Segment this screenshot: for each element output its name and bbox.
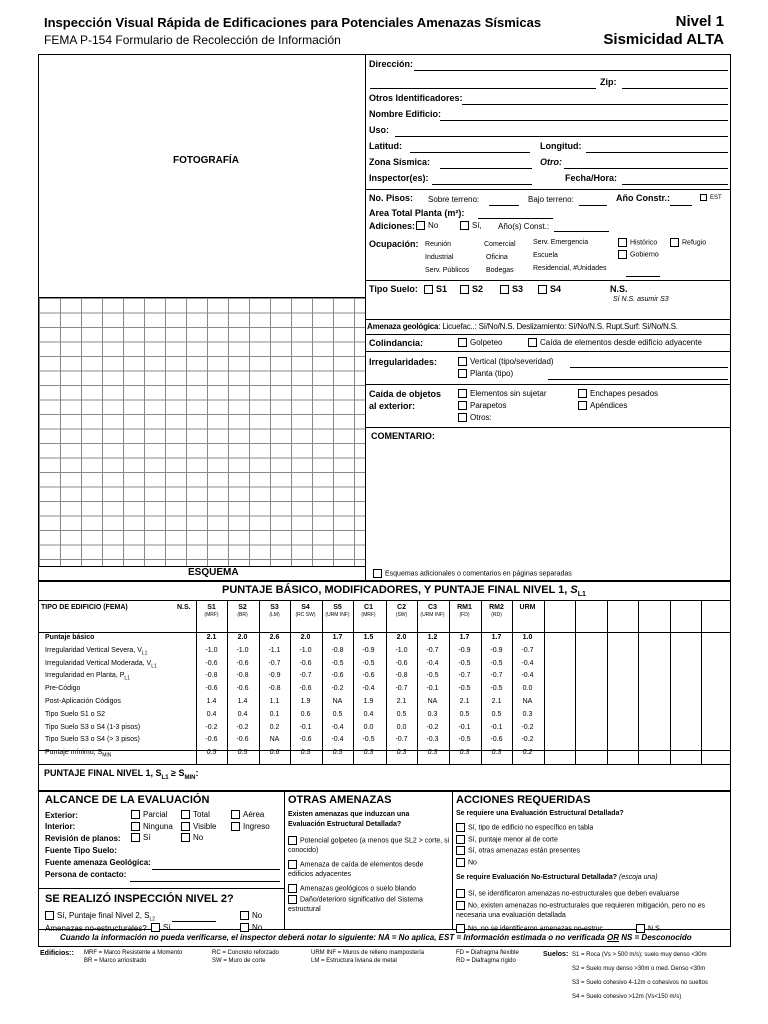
acc2-si[interactable]: Sí, se identificaron amenazas no-estructurales que deben evaluarse [456, 889, 679, 898]
alcance-title: ALCANCE DE LA EVALUACIÓN [45, 794, 210, 806]
nivel2-no[interactable]: No [240, 911, 262, 920]
score-cell[interactable]: -0.2 [331, 685, 344, 693]
interior-ninguna[interactable]: Ninguna [131, 822, 173, 831]
bajo-field[interactable] [579, 205, 607, 206]
score-cell[interactable]: 1.7 [459, 634, 470, 641]
otros-id-field[interactable] [462, 104, 728, 105]
nivel2-title: SE REALIZÓ INSPECCIÓN NIVEL 2? [45, 893, 234, 905]
col-header-c1: C1 (MRF) [361, 604, 376, 618]
score-row-label: Puntaje mínimo, $S_{MIN}$ [45, 749, 112, 759]
score-cell[interactable]: -0.9 [362, 646, 375, 654]
score-cell[interactable]: 0.5 [237, 749, 248, 757]
col-header-rm1: RM1 (FD) [457, 604, 472, 618]
score-cell[interactable]: 0.5 [396, 710, 407, 718]
score-cell[interactable]: -0.5 [362, 736, 375, 744]
score-cell[interactable]: -0.7 [395, 685, 408, 693]
direccion-field-2[interactable] [370, 88, 596, 89]
score-cell[interactable]: 1.5 [363, 634, 374, 641]
col-header-s4: S4 (RC SW) [295, 604, 316, 618]
score-cell[interactable]: -0.7 [521, 646, 534, 654]
zip-field[interactable] [622, 88, 728, 89]
score-row-label: Tipo Suelo S3 o S4 (> 3 pisos) [45, 736, 140, 744]
legend-s3: S3 = Suelo cohesivo 4-12m o cohesivos no sueltos [572, 980, 708, 986]
inspector-label: Inspector(es): [369, 173, 429, 183]
score-cell[interactable]: 0.0 [522, 685, 533, 693]
bajo-label: Bajo terreno: [528, 195, 574, 204]
adiciones-no[interactable]: No [416, 221, 438, 230]
amenazas-si[interactable]: Sí [151, 923, 171, 932]
score-cell[interactable]: 2.1 [206, 634, 217, 641]
longitud-field[interactable] [586, 152, 728, 153]
score-cell[interactable]: 1.7 [332, 634, 343, 641]
score-cell[interactable]: -0.7 [299, 672, 312, 680]
score-cell[interactable]: -1.0 [299, 646, 312, 654]
score-row-label: Post-Aplicación Códigos [45, 698, 121, 705]
score-cell[interactable]: 0.6 [300, 710, 311, 718]
score-cell[interactable]: -0.7 [458, 672, 471, 680]
score-cell[interactable]: -0.6 [395, 659, 408, 667]
acc-no[interactable]: No [456, 858, 477, 867]
score-cell[interactable]: -0.4 [331, 723, 344, 731]
zona-label: Zona Sísmica: [369, 157, 431, 167]
acciones-title: ACCIONES REQUERIDAS [456, 794, 591, 806]
score-cell[interactable]: 0.5 [332, 749, 343, 757]
sobre-label: Sobre terreno: [428, 195, 480, 204]
score-row-label: Tipo Suelo S1 o S2 [45, 710, 106, 718]
otras-title: OTRAS AMENAZAS [288, 794, 392, 806]
esquemas-adicionales[interactable]: Esquemas adicionales o comentarios en páginas separadas [373, 569, 572, 578]
score-cell[interactable]: 0.2 [522, 749, 533, 757]
score-title: PUNTAJE BÁSICO, MODIFICADORES, Y PUNTAJE FINAL NIVEL 1, $S_{L1}$ [222, 584, 586, 599]
ocup-industrial[interactable]: Industrial [425, 254, 454, 261]
score-cell[interactable]: 0.3 [396, 749, 407, 757]
score-cell[interactable]: 1.2 [427, 634, 438, 641]
irreg-planta-field[interactable] [548, 379, 728, 380]
score-cell[interactable]: 0.5 [459, 710, 470, 718]
fecha-field[interactable] [622, 184, 728, 185]
ocup-historico[interactable]: Histórico [618, 238, 657, 247]
area-field[interactable] [478, 218, 553, 219]
comentario-label: COMENTARIO: [371, 431, 435, 441]
score-cell[interactable]: -0.5 [426, 672, 439, 680]
score-cell[interactable]: -0.8 [395, 672, 408, 680]
score-cell[interactable]: -0.9 [490, 646, 503, 654]
score-cell[interactable]: -0.2 [521, 723, 534, 731]
col-header-c2: C2 (SW) [395, 604, 408, 618]
score-row-label: Irregularidad Vertical Moderada, $V_{L1}$ [45, 659, 157, 669]
legend-s4: S4 = Suelo cohesivo >12m (Vs<150 m/s) [572, 994, 682, 1000]
score-cell[interactable]: 0.3 [427, 749, 438, 757]
exterior-total[interactable]: Total [181, 810, 210, 819]
score-cell[interactable]: -0.4 [521, 672, 534, 680]
score-cell[interactable]: 0.2 [269, 723, 280, 731]
score-cell[interactable]: -0.6 [362, 672, 375, 680]
score-cell[interactable]: 2.0 [300, 634, 311, 641]
score-cell[interactable]: -0.8 [236, 672, 249, 680]
legend-s2: S2 = Suelo muy denso >30m o med. Denso <30m [572, 966, 706, 972]
score-cell[interactable]: NA [522, 698, 533, 705]
score-cell[interactable]: 2.1 [459, 698, 470, 705]
score-cell[interactable]: 1.7 [491, 634, 502, 641]
score-cell[interactable]: NA [427, 698, 438, 705]
score-cell[interactable]: 2.0 [237, 634, 248, 641]
ocup-bodegas[interactable]: Bodegas [486, 267, 514, 274]
score-cell[interactable]: -0.8 [331, 646, 344, 654]
acc-si-puntaje[interactable]: Sí, puntaje menor al de corte [456, 835, 558, 844]
score-cell[interactable]: -0.9 [268, 672, 281, 680]
interior-label: Interior: [45, 822, 76, 831]
irregularidades-label: Irregularidades: [369, 357, 438, 367]
legend-s1: S1 = Roca (Vs > 500 m/s); suelo muy denso <30m [572, 952, 707, 958]
score-cell[interactable]: -0.6 [205, 736, 218, 744]
score-cell[interactable]: 2.0 [396, 634, 407, 641]
score-row-label: Irregularidad en Planta, $P_{L1}$ [45, 672, 130, 682]
legend-rd: RD = Diafragma rígido [456, 958, 516, 964]
ocup-reunion[interactable]: Reunión [425, 241, 452, 248]
ocup-refugio[interactable]: Refugio [670, 238, 706, 247]
acc2-ns[interactable]: N.S. [636, 924, 662, 933]
otras-caida[interactable]: Amenaza de caída de elementos desde edificios adyacentes [288, 861, 424, 879]
col-header-c3: C3 (URM INF) [420, 604, 445, 618]
score-cell[interactable]: 0.5 [300, 749, 311, 757]
caida-apendices[interactable]: Apéndices [578, 401, 627, 410]
suelo-s2[interactable]: S2 [460, 284, 483, 294]
score-cell[interactable]: 0.3 [491, 749, 502, 757]
uso-field[interactable] [395, 136, 728, 137]
interior-visible[interactable]: Visible [181, 822, 216, 831]
score-cell[interactable]: 1.4 [206, 698, 217, 705]
score-cell[interactable]: -0.6 [299, 736, 312, 744]
score-cell[interactable]: NA [332, 698, 343, 705]
ocupacion-label: Ocupación: [369, 239, 419, 249]
footer-note: Cuando la información no pueda verificarse, el inspector deberá notar lo siguiente: NA = No aplica, EST = Información estimada o no verificada OR NS = Desconocido [60, 933, 692, 942]
uso-label: Uso: [369, 125, 389, 135]
score-cell[interactable]: -0.6 [331, 672, 344, 680]
score-cell[interactable]: 0.3 [427, 710, 438, 718]
sketch-label: ESQUEMA [188, 567, 239, 578]
score-cell[interactable]: -0.3 [426, 736, 439, 744]
ocup-serv-publicos[interactable]: Serv. Públicos [425, 267, 470, 274]
amenazas-no[interactable]: No [240, 923, 262, 932]
score-cell[interactable]: -0.4 [362, 685, 375, 693]
score-cell[interactable]: 1.0 [522, 634, 533, 641]
caida-otros[interactable]: Otros: [458, 413, 492, 422]
form-subtitle: FEMA P-154 Formulario de Recolección de Información [44, 33, 341, 47]
nombre-label: Nombre Edificio: [369, 109, 442, 119]
irreg-vertical-field[interactable] [570, 367, 728, 368]
acciones-q2: Se require Evaluación No-Estructural Detallada? (escoja una) [456, 874, 658, 881]
caida-obj-label: Caída de objetos [369, 389, 442, 399]
nivel2-puntaje-field[interactable] [172, 921, 216, 922]
score-cell[interactable]: -0.2 [521, 736, 534, 744]
suelo-s3[interactable]: S3 [500, 284, 523, 294]
caida-sin-sujetar[interactable]: Elementos sin sujetar [458, 389, 546, 398]
score-cell[interactable]: 0.4 [206, 710, 217, 718]
score-cell[interactable]: NA [269, 736, 280, 744]
score-cell[interactable]: 0.3 [363, 749, 374, 757]
otro-label: Otro: [540, 157, 562, 167]
score-cell[interactable]: -0.4 [331, 736, 344, 744]
score-cell[interactable]: 0.4 [237, 710, 248, 718]
score-cell[interactable]: 2.1 [491, 698, 502, 705]
photo-label: FOTOGRAFÍA [173, 155, 239, 166]
score-cell[interactable]: -0.4 [521, 659, 534, 667]
suelos-legend-label: Suelos: [543, 951, 569, 958]
legend-lm: LM = Estructura liviana de metal [311, 958, 397, 964]
score-cell[interactable]: 1.9 [300, 698, 311, 705]
caida-obj-label-2: al exterior: [369, 401, 416, 411]
acc2-no-identificaron[interactable]: No, no se identificaron amenazas no-estruc [456, 924, 603, 933]
latitud-field[interactable] [410, 152, 530, 153]
otras-golpeteo[interactable]: Potencial golpeteo (a menos que SL2 > corte, si conocido) [288, 837, 450, 855]
acciones-q1: Se requiere una Evaluación Estructural Detallada? [456, 810, 624, 817]
sobre-field[interactable] [489, 205, 519, 206]
fuente-amenaza-label: Fuente amenaza Geológica: [45, 858, 151, 867]
colindancia-label: Colindancia: [369, 338, 424, 348]
otras-question: Existen amenazas que induzcan una Evaluación Estructural Detallada? [288, 811, 410, 828]
col-header-urm: URM [519, 604, 536, 611]
acc-si-otras[interactable]: Sí, otras amenazas están presentes [456, 846, 580, 855]
est-checkbox[interactable]: EST [700, 194, 722, 201]
suelo-label: Tipo Suelo: [369, 284, 418, 294]
amenaza-geo: Amenaza geológica: Licuefac..: Sí/No/N.S. Deslizamiento: Sí/No/N.S. Rupt.Surf: Sí/No/N.S. [367, 322, 678, 331]
score-cell[interactable]: -0.9 [458, 646, 471, 654]
longitud-label: Longitud: [540, 141, 582, 151]
score-cell[interactable]: -0.5 [331, 659, 344, 667]
otros-id-label: Otros Identificadores: [369, 93, 463, 103]
suelo-note: Sí N.S. asumir S3 [613, 296, 669, 303]
anio-field[interactable] [670, 205, 692, 206]
score-cell[interactable]: -0.7 [490, 672, 503, 680]
fuente-amenaza-field[interactable] [152, 869, 280, 870]
col-header-rm2: RM2 (RD) [489, 604, 504, 618]
score-cell[interactable]: -1.0 [395, 646, 408, 654]
ocup-comercial[interactable]: Comercial [484, 241, 516, 248]
pisos-label: No. Pisos: [369, 193, 414, 203]
anios-const-field[interactable] [554, 231, 609, 232]
score-cell[interactable]: -0.6 [236, 736, 249, 744]
ns-label: N.S. [177, 604, 191, 611]
suelo-s1[interactable]: S1 [424, 284, 447, 294]
suelo-s4[interactable]: S4 [538, 284, 561, 294]
score-cell[interactable]: -0.2 [205, 723, 218, 731]
score-row-label: Puntaje básico [45, 634, 95, 641]
legend-urm: URM INF = Muros de relleno mampostería [311, 950, 425, 956]
score-cell[interactable]: -0.7 [395, 736, 408, 744]
score-cell[interactable]: 2.1 [396, 698, 407, 705]
score-cell[interactable]: -0.8 [268, 685, 281, 693]
level-label: Nivel 1 [675, 13, 724, 30]
score-cell[interactable]: -0.2 [236, 723, 249, 731]
score-cell[interactable]: -0.5 [490, 659, 503, 667]
acc2-no-mitigacion[interactable]: No, existen amenazas no-estructurales que requieren mitigación, pero no es necesaria una evaluación detallada [456, 902, 705, 920]
score-cell[interactable]: 2.6 [269, 634, 280, 641]
ocup-escuela[interactable]: Escuela [533, 252, 558, 259]
col-header-s5: S5 (URM INF) [325, 604, 350, 618]
score-cell[interactable]: 0.5 [491, 710, 502, 718]
legend-br: BR = Marco arriostrado [84, 958, 147, 964]
score-cell[interactable]: -0.7 [426, 646, 439, 654]
zona-field[interactable] [440, 168, 532, 169]
revision-si[interactable]: Sí [131, 833, 151, 842]
seismicity-label: Sismicidad ALTA [603, 31, 724, 48]
ocup-gobierno[interactable]: Gobierno [618, 250, 659, 259]
score-cell[interactable]: -0.6 [490, 736, 503, 744]
score-cell[interactable]: -0.6 [205, 685, 218, 693]
score-cell[interactable]: -0.5 [362, 659, 375, 667]
exterior-label: Exterior: [45, 811, 78, 820]
revision-no[interactable]: No [181, 833, 203, 842]
score-cell[interactable]: -0.1 [490, 723, 503, 731]
score-cell[interactable]: -0.6 [205, 659, 218, 667]
score-cell[interactable]: 0.5 [206, 749, 217, 757]
ocup-residencial[interactable]: Residencial, #Unidades [533, 265, 607, 272]
adiciones-si[interactable]: Sí, [460, 221, 482, 230]
score-cell[interactable]: 0.3 [459, 749, 470, 757]
score-cell[interactable]: 0.0 [396, 723, 407, 731]
direccion-field[interactable] [414, 70, 728, 71]
score-cell[interactable]: -0.5 [490, 685, 503, 693]
score-cell[interactable]: 1.1 [269, 698, 280, 705]
golpeteo-checkbox[interactable]: Golpeteo [458, 338, 502, 347]
tipo-edificio-label: TIPO DE EDIFICIO (FEMA) [41, 604, 128, 611]
latitud-label: Latitud: [369, 141, 402, 151]
col-header-s1: S1 (MRF) [204, 604, 219, 618]
ocup-serv-emergencia[interactable]: Serv. Emergencia [533, 239, 589, 246]
score-cell[interactable]: 0.3 [522, 710, 533, 718]
caida-parapetos[interactable]: Parapetos [458, 401, 506, 410]
sketch-grid[interactable] [39, 297, 365, 566]
ocup-oficina[interactable]: Oficina [486, 254, 508, 261]
legend-rc: RC = Concreto reforzado [212, 950, 279, 956]
score-cell[interactable]: 1.9 [363, 698, 374, 705]
interior-ingreso[interactable]: Ingreso [231, 822, 270, 831]
contacto-field[interactable] [130, 881, 280, 882]
score-cell[interactable]: -0.5 [458, 685, 471, 693]
score-cell[interactable]: -0.1 [426, 685, 439, 693]
amenazas-no-estr-label: Amenazas no-estructurales? [45, 924, 147, 933]
score-cell[interactable]: 0.5 [332, 710, 343, 718]
area-label: Area Total Planta (m²): [369, 208, 465, 218]
legend-mrf: MRF = Marco Resistente a Momento [84, 950, 183, 956]
revision-label: Revisión de planos: [45, 834, 121, 843]
otras-geologicos[interactable]: Amenazas geológicos o suelo blando [288, 884, 450, 894]
score-row-label: Pre-Código [45, 685, 81, 693]
legend-fd: FD = Diafragma flexible [456, 950, 519, 956]
score-cell[interactable]: -1.0 [236, 646, 249, 654]
acc-si-tipo[interactable]: Sí, tipo de edificio no específico en tabla [456, 823, 593, 832]
score-cell[interactable]: -0.7 [268, 659, 281, 667]
score-cell[interactable]: -0.6 [299, 685, 312, 693]
anios-const-label: Año(s) Const.: [498, 222, 550, 231]
exterior-parcial[interactable]: Parcial [131, 810, 167, 819]
score-cell[interactable]: -0.5 [458, 736, 471, 744]
final-score-label: PUNTAJE FINAL NIVEL 1, $S_{L1} \ge S_{MIN}$: [44, 768, 199, 781]
score-section [38, 581, 731, 791]
score-cell[interactable]: -0.2 [426, 723, 439, 731]
col-header-s2: S2 (BR) [237, 604, 248, 618]
contacto-label: Persona de contacto: [45, 870, 127, 879]
score-cell[interactable]: 0.6 [269, 749, 280, 757]
adiciones-label: Adiciones: [369, 221, 416, 231]
score-cell[interactable]: -0.4 [426, 659, 439, 667]
score-cell[interactable]: -0.1 [299, 723, 312, 731]
score-cell[interactable]: -0.1 [458, 723, 471, 731]
anio-label: Año Constr.: [616, 193, 670, 203]
score-cell[interactable]: -0.6 [236, 659, 249, 667]
form-title: Inspección Visual Rápida de Edificaciones para Potenciales Amenazas Sísmicas [44, 15, 542, 30]
suelo-ns[interactable]: N.S. [610, 284, 628, 294]
score-row-label: Irregularidad Vertical Severa, $V_{L1}$ [45, 646, 148, 657]
fecha-label: Fecha/Hora: [565, 173, 618, 183]
score-row-label: Tipo Suelo S3 o S4 (1-3 pisos) [45, 723, 141, 731]
otras-dano[interactable]: Daño/deterioro significativo del Sistema estructural [288, 896, 423, 914]
inspector-field[interactable] [432, 184, 532, 185]
otro-field[interactable] [564, 168, 728, 169]
score-cell[interactable]: -0.5 [458, 659, 471, 667]
unidades-field[interactable] [626, 276, 660, 277]
exterior-aerea[interactable]: Aérea [231, 810, 264, 819]
score-cell[interactable]: -0.6 [299, 659, 312, 667]
caida-enchapes[interactable]: Enchapes pesados [578, 389, 658, 398]
nombre-field[interactable] [440, 120, 728, 121]
score-cell[interactable]: 0.0 [363, 723, 374, 731]
score-cell[interactable]: -1.0 [205, 646, 218, 654]
edificios-legend-label: Edificios:: [40, 950, 74, 957]
score-cell[interactable]: 0.1 [269, 710, 280, 718]
legend-sw: SW = Muro de corte [212, 958, 266, 964]
zip-label: Zip: [600, 77, 617, 87]
score-cell[interactable]: 0.4 [363, 710, 374, 718]
score-cell[interactable]: -1.1 [268, 646, 281, 654]
irreg-planta[interactable]: Planta (tipo) [458, 369, 513, 378]
fuente-suelo-label: Fuente Tipo Suelo: [45, 846, 117, 855]
nivel2-si[interactable]: Sí, Puntaje final Nivel 2, $S_{L2}$ [45, 911, 155, 923]
score-cell[interactable]: -0.6 [236, 685, 249, 693]
score-cell[interactable]: 1.4 [237, 698, 248, 705]
direccion-label: Dirección: [369, 59, 414, 69]
caida-adyacente-checkbox[interactable]: Caída de elementos desde edificio adyacente [528, 338, 702, 347]
score-cell[interactable]: -0.8 [205, 672, 218, 680]
col-header-s3: S3 (LM) [269, 604, 280, 618]
irreg-vertical[interactable]: Vertical (tipo/severidad) [458, 357, 554, 366]
